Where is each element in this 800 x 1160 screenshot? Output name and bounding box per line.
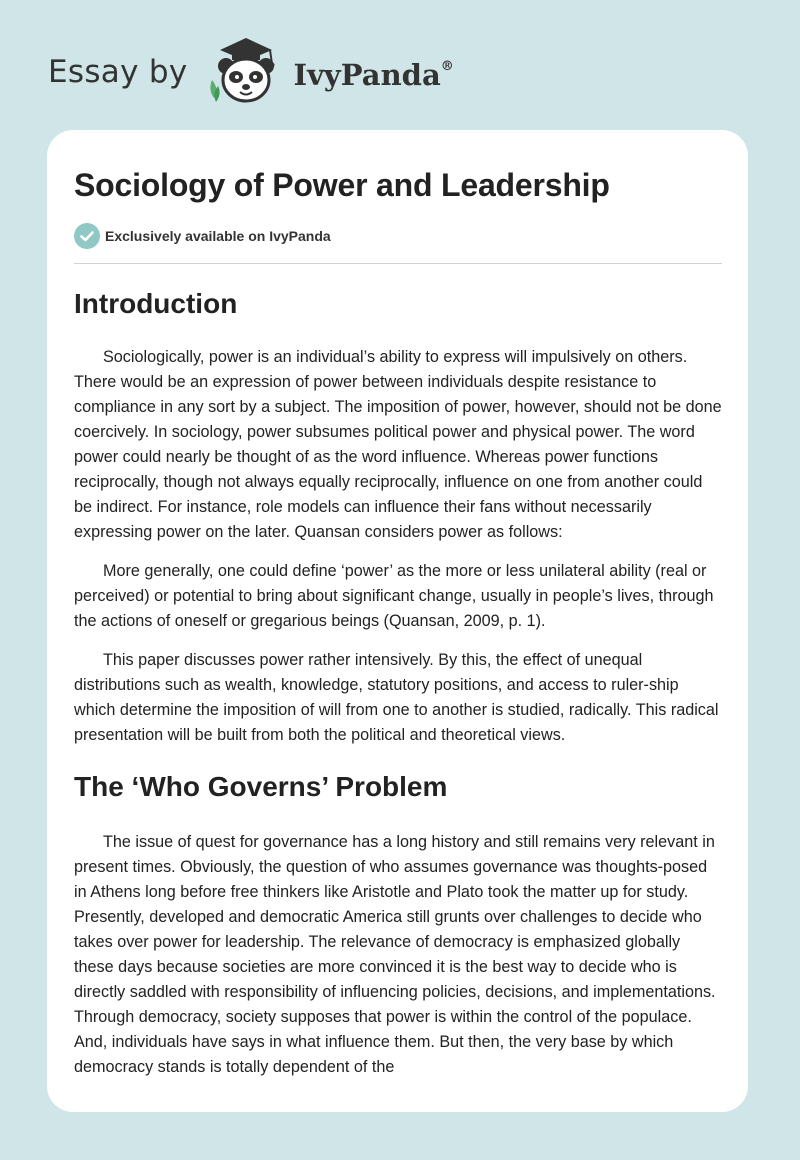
block-quote: More generally, one could define ‘power’ as the more or less unilateral ability (real or perceived) or potential to bring about significant change, usually in people’s lives, through the actions of oneself or gregarious beings (Quansan, 2009, p. 1). xyxy=(74,562,714,630)
page-title: Sociology of Power and Leadership xyxy=(74,167,610,203)
exclusive-label: Exclusively available on IvyPanda xyxy=(105,228,331,244)
brand-name: IvyPanda® xyxy=(293,58,454,92)
brand-prefix: Essay by xyxy=(48,54,188,90)
paragraph: The issue of quest for governance has a long history and still remains very relevant in present times. Obviously, the question of who assumes governance was thoughts-posed in Athens long before free thinkers like Aristotle and Plato took the matter up for study. Presently, developed and democratic America still grunts over challenges to decide who takes over power for leadership. The relevance of democracy is emphasized globally these days because societies are more convinced it is the best way to decide who is directly saddled with responsibility of influencing policies, decisions, and implementations. Through democracy, society supposes that power is within the control of the populace. And, individuals have says in what influence them. But then, the very base by which democracy stands is totally dependent of the xyxy=(74,833,716,1076)
paragraph: Sociologically, power is an individual’s ability to express will impulsively on others. There would be an expression of power between individuals despite resistance to compliance in any sort by a subject. The imposition of power, however, should not be done coercively. In sociology, power subsumes political power and physical power. The word power could nearly be thought of as the word influence. Whereas power functions reciprocally, though not always equally reciprocally, influence on one from another could be indirect. For instance, role models can influence their fans without necessarily expressing power on the later. Quansan considers power as follows: xyxy=(74,348,722,541)
paragraph: This paper discusses power rather intensively. By this, the effect of unequal distributions such as wealth, knowledge, statutory positions, and access to ruler-ship which determine the imposition of will from one to another is studied, radically. This radical presentation will be built from both the political and theoretical views. xyxy=(74,651,719,744)
divider xyxy=(74,263,722,264)
site-logo[interactable] xyxy=(48,36,454,108)
exclusive-badge xyxy=(74,223,722,249)
panda-graduate-icon xyxy=(202,36,290,108)
section-heading-introduction: Introduction xyxy=(74,288,238,319)
section-heading-who-governs: The ‘Who Governs’ Problem xyxy=(74,771,448,802)
essay-card xyxy=(47,130,748,1112)
check-circle-icon xyxy=(74,223,100,249)
